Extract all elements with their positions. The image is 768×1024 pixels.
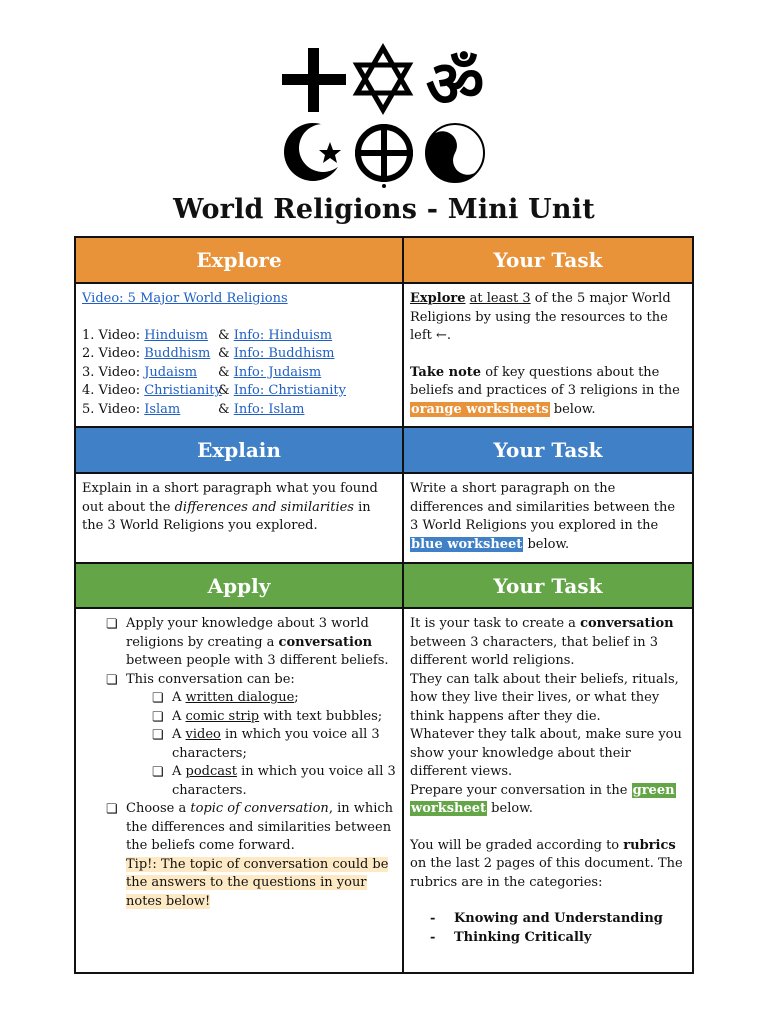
explore-resources [76,284,402,428]
apply-task-paragraph [410,782,686,819]
unit-table [74,236,694,974]
explore-task-paragraph-1 [410,290,686,346]
sub-list-item [82,763,398,800]
apply-text: A [172,727,186,742]
option-comic-strip: comic strip [185,708,260,724]
apply-bold: conversation [278,634,373,650]
svg-text:ॐ: ॐ [425,48,485,122]
om-icon [426,48,484,122]
explain-task [404,474,692,560]
explain-italic: differences and similarities [174,499,354,515]
orange-worksheets-highlight: orange worksheets [411,401,549,417]
list-item [410,910,686,929]
checkbox-bullet-icon: ❏ [152,709,164,725]
video-link-buddhism[interactable]: Buddhism [144,346,211,361]
apply-text: ; [294,690,299,705]
ampersand: & [218,346,234,361]
category-label: Thinking Critically [454,929,592,945]
video-link-hinduism[interactable]: Hinduism [144,327,208,343]
task-bold: conversation [580,616,674,631]
info-link-hinduism[interactable]: Info: Hinduism [233,327,333,343]
list-item [410,929,686,948]
rubric-categories [410,910,686,947]
apply-text: This conversation can be: [126,671,295,687]
checkbox-bullet-icon: ❏ [152,765,164,780]
explain-task-text: Write a short paragraph on the differences and similarities between the 3 World Religions you explored in the [410,481,676,533]
explore-word: Explore [410,291,466,306]
apply-instructions [76,609,402,972]
ampersand: & [218,383,234,398]
sub-list-item [82,726,398,763]
resource-row-hinduism [82,327,396,346]
task-text: of key questions about the beliefs and practices of 3 religions in the [410,364,680,398]
resource-label: 5. Video: [82,401,145,417]
explain-task-text: below. [523,536,570,552]
ampersand: & [218,401,234,417]
apply-header: Apply [76,564,402,607]
apply-text: Choose a [126,801,191,816]
info-link-buddhism[interactable]: Info: Buddhism [233,346,335,361]
apply-text: between people with 3 different beliefs. [126,653,389,668]
option-podcast: podcast [185,764,237,779]
video-link-judaism[interactable]: Judaism [144,364,198,380]
main-video-link[interactable]: Video: 5 Major World Religions [82,291,288,306]
resource-label: 3. Video: [82,364,145,380]
explore-task [404,284,692,428]
option-video: video [185,727,221,742]
explore-header: Explore [76,238,402,282]
apply-task [404,609,692,972]
task-bold: rubrics [623,837,676,853]
tip-highlight: Tip!: The topic of conversation could be the answers to the questions in your notes below! [126,856,389,909]
resource-row-buddhism [82,345,396,364]
apply-italic: topic of conversation [190,801,329,816]
resource-row-christianity [82,382,396,401]
task-text: It is your task to create a [410,616,581,631]
task-text: between 3 characters, that belief in 3 different world religions. [410,634,658,668]
apply-task-paragraph: They can talk about their beliefs, rituals, how they live their lives, or what they think happens after they die. [410,671,679,724]
green-worksheet-highlight: green [632,782,675,798]
apply-task-header: Your Task [404,564,692,607]
checkbox-bullet-icon: ❏ [106,672,118,688]
list-item [82,671,398,690]
star-of-david-icon [357,48,409,110]
dash-bullet: - [430,929,436,945]
task-text: on the last 2 pages of this document. The rubrics are in the categories: [410,856,683,890]
take-note-text: Take note [410,364,482,380]
resource-row-islam [82,401,396,420]
task-text: of the 5 major World Religions by using the resources to the left ←. [410,291,671,343]
wheel-cross-icon [355,124,413,188]
apply-text: , in which the differences and similarities between the beliefs come forward. [126,801,394,853]
sub-list-item [82,689,398,708]
resource-row-judaism [82,364,396,383]
apply-task-paragraph: Whatever they talk about, make sure you show your knowledge about their different views. [410,727,682,779]
info-link-judaism[interactable]: Info: Judaism [233,364,322,380]
option-written-dialogue: written dialogue [185,690,295,705]
video-link-christianity[interactable]: Christianity [144,383,222,398]
task-text: below. [549,401,596,417]
at-least-text: at least 3 [469,291,531,306]
page-title: World Religions - Mini Unit [173,194,595,225]
blue-worksheet-highlight: blue worksheet [411,536,523,552]
green-worksheet-highlight: worksheet [411,801,487,816]
task-text: You will be graded according to [410,837,624,853]
apply-text: A [172,764,186,779]
checkbox-bullet-icon: ❏ [152,728,164,743]
info-link-islam[interactable]: Info: Islam [233,401,305,417]
apply-text: in which you voice all 3 characters. [172,764,396,798]
yin-yang-icon [423,113,495,182]
resource-label: 4. Video: [82,383,145,398]
apply-text: Apply your knowledge about 3 world religions by creating a [126,616,369,650]
religious-symbols [0,40,768,190]
info-link-christianity[interactable]: Info: Christianity [233,383,346,398]
crescent-star-icon [284,123,347,181]
cross-icon [282,48,346,112]
apply-text: with text bubbles; [259,708,383,724]
explore-task-header: Your Task [404,238,692,282]
apply-task-paragraph [410,837,686,893]
video-link-islam[interactable]: Islam [144,401,181,417]
list-item [82,615,398,671]
sub-list-item [82,708,398,727]
ampersand: & [218,327,234,343]
explain-description [76,474,402,560]
apply-text: A [172,690,186,705]
resource-label: 1. Video: [82,327,145,343]
explain-header: Explain [76,428,402,472]
explain-text: in the 3 World Religions you explored. [82,499,371,533]
explore-task-paragraph-2 [410,364,686,420]
explain-text: Explain in a short paragraph what you found out about the [82,481,378,515]
explain-task-header: Your Task [404,428,692,472]
category-label: Knowing and Understanding [454,911,663,926]
apply-text: A [172,708,186,724]
dash-bullet: - [430,911,436,926]
resource-label: 2. Video: [82,346,145,361]
checkbox-bullet-icon: ❏ [106,617,118,632]
task-text: Prepare your conversation in the [410,782,632,798]
checkbox-bullet-icon: ❏ [106,802,118,817]
task-text: below. [487,801,533,816]
checkbox-bullet-icon: ❏ [152,691,164,706]
ampersand: & [218,364,234,380]
apply-task-paragraph [410,615,686,671]
list-item [82,800,398,911]
apply-text: in which you voice all 3 characters; [172,727,380,761]
